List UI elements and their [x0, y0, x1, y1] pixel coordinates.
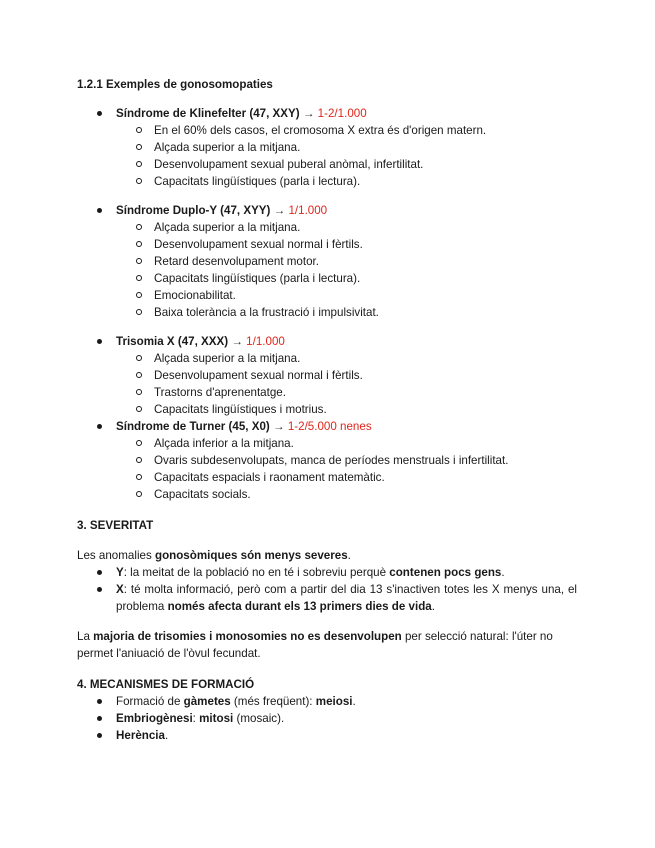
list-item: Baixa tolerància a la frustració i impulsivitat. [116, 304, 577, 321]
mecanismes-list [77, 693, 577, 744]
emphasis: majoria de trisomies i monosomies no es desenvolupen [93, 630, 402, 643]
list-item: Alçada inferior a la mitjana. [116, 435, 577, 452]
emphasis: Embriogènesi [116, 712, 193, 725]
text: per selecció natural: l'úter no permet l'aniuació de l'òvul fecundat. [77, 630, 553, 660]
list-item: Desenvolupament sexual normal i fèrtils. [116, 367, 577, 384]
text: : [192, 712, 200, 725]
emphasis: meiosi [315, 695, 353, 708]
text: . [501, 566, 505, 579]
text: : té molta informació, però com a partir del dia 13 s'inactiven totes les X menys una, el problema [116, 583, 577, 613]
text: Formació de [116, 695, 184, 708]
list-item: Desenvolupament sexual normal i fèrtils. [116, 236, 577, 253]
list-item: Alçada superior a la mitjana. [116, 219, 577, 236]
severitat-intro [77, 547, 577, 564]
text: Les anomalies [77, 549, 155, 562]
list-item: Capacitats lingüístiques (parla i lectura). [116, 270, 577, 287]
syndrome-name: Trisomia X (47, XXX) [116, 335, 229, 348]
list-item [77, 710, 577, 727]
symptom-list [116, 122, 577, 190]
section-title-severitat: 3. SEVERITAT [77, 519, 154, 532]
symptom-list [116, 219, 577, 321]
list-item-x [77, 581, 577, 615]
syndrome-turner [77, 418, 577, 503]
emphasis: gonosòmiques són menys severes [154, 549, 348, 562]
list-item: Desenvolupament sexual puberal anòmal, infertilitat. [116, 156, 577, 173]
list-item: Emocionabilitat. [116, 287, 577, 304]
list-item [77, 693, 577, 710]
symptom-list [116, 350, 577, 418]
emphasis: mitosi [199, 712, 234, 725]
syndrome-trisomia-x [77, 333, 577, 418]
syndrome-duplo-y [77, 202, 577, 321]
text: . [164, 729, 169, 742]
text: . [431, 600, 435, 613]
syndrome-name: Síndrome de Turner (45, X0) [116, 420, 270, 433]
emphasis: gàmetes [183, 695, 231, 708]
frequency: 1-2/1.000 [317, 107, 367, 120]
symptom-list [116, 435, 577, 503]
syndrome-name: Síndrome Duplo-Y (47, XYY) [116, 204, 271, 217]
list-item: Ovaris subdesenvolupats, manca de períodes menstruals i infertilitat. [116, 452, 577, 469]
label: Y [116, 566, 124, 579]
list-item: Capacitats lingüístiques (parla i lectura). [116, 173, 577, 190]
text: . [352, 695, 356, 708]
frequency: 1/1.000 [288, 204, 328, 217]
label: X [116, 583, 124, 596]
severitat-paragraph [77, 628, 577, 662]
list-item: Alçada superior a la mitjana. [116, 350, 577, 367]
list-item: Capacitats socials. [116, 486, 577, 503]
arrow: → [269, 420, 288, 433]
emphasis: Herència [116, 729, 165, 742]
document-page [77, 76, 577, 744]
text: (mosaic). [233, 712, 285, 725]
list-item-y [77, 564, 577, 581]
arrow: → [270, 204, 289, 217]
emphasis: només afecta durant els 13 primers dies de vida [167, 600, 432, 613]
list-item: Capacitats lingüístiques i motrius. [116, 401, 577, 418]
frequency: 1-2/5.000 nenes [287, 420, 372, 433]
text: La [77, 630, 94, 643]
list-item: Retard desenvolupament motor. [116, 253, 577, 270]
list-item: Capacitats espacials i raonament matemàtic. [116, 469, 577, 486]
text: : la meitat de la població no en té i sobreviu perquè [123, 566, 390, 579]
syndrome-klinefelter [77, 105, 577, 190]
syndrome-list [77, 105, 577, 503]
text: (més freqüent): [230, 695, 316, 708]
arrow: → [228, 335, 247, 348]
list-item [77, 727, 577, 744]
arrow: → [299, 107, 318, 120]
syndrome-name: Síndrome de Klinefelter (47, XXY) [116, 107, 300, 120]
section-title-mecanismes: 4. MECANISMES DE FORMACIÓ [77, 678, 255, 691]
list-item: Alçada superior a la mitjana. [116, 139, 577, 156]
text: . [347, 549, 351, 562]
list-item: En el 60% dels casos, el cromosoma X extra és d'origen matern. [116, 122, 577, 139]
severitat-list [77, 564, 577, 615]
list-item: Trastorns d'aprenentatge. [116, 384, 577, 401]
frequency: 1/1.000 [246, 335, 285, 348]
emphasis: contenen pocs gens [389, 566, 502, 579]
subsection-title: 1.2.1 Exemples de gonosomopaties [77, 78, 273, 91]
